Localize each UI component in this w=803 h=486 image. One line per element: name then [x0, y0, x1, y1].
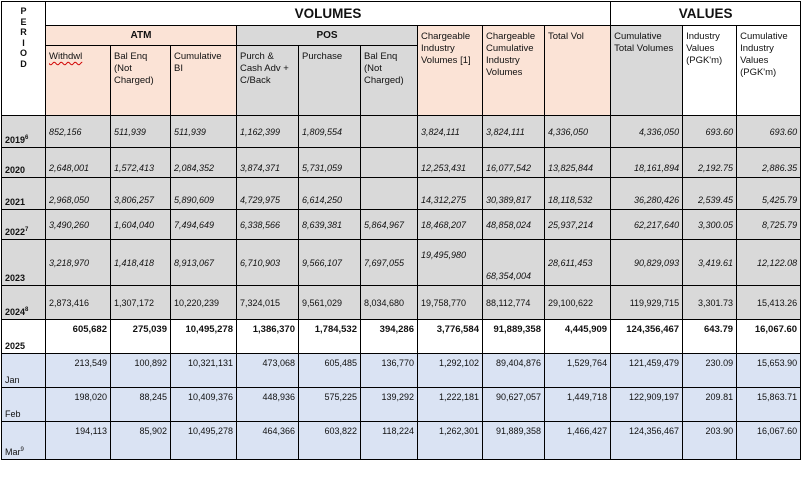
cell-industry-values: 3,300.05	[683, 210, 737, 240]
cell-atm-bal-enq: 511,939	[111, 116, 171, 148]
cell-cumulative-industry-values: 16,067.60	[737, 422, 801, 460]
period-letter: R	[20, 27, 27, 37]
table-row	[2, 422, 801, 460]
cell-withdwl: 213,549	[46, 354, 111, 388]
period-footnote: 7	[25, 227, 29, 233]
period-letter: D	[20, 58, 27, 69]
cell-industry-values: 209.81	[683, 388, 737, 422]
cell-purchase: 8,639,381	[299, 210, 361, 240]
cell-total-vol: 4,445,909	[545, 320, 611, 354]
table-row	[2, 286, 801, 320]
cell-cumulative-total-volumes: 124,356,467	[611, 320, 683, 354]
col-chargeable-cumulative-industry-volumes: Chargeable Cumulative Industry Volumes	[483, 26, 545, 116]
col-cumulative-industry-values: Cumulative Industry Values (PGK'm)	[737, 26, 801, 116]
col-purchase: Purchase	[299, 46, 361, 116]
col-industry-values: Industry Values (PGK'm)	[683, 26, 737, 116]
period-cell	[2, 286, 46, 320]
cell-withdwl: 198,020	[46, 388, 111, 422]
cell-total-vol: 18,118,532	[545, 178, 611, 210]
cell-industry-values: 3,301.73	[683, 286, 737, 320]
cell-cumulative-bi: 511,939	[171, 116, 237, 148]
cell-withdwl: 2,873,416	[46, 286, 111, 320]
cell-chargeable-cumulative-industry-volumes: 88,112,774	[483, 286, 545, 320]
cell-purchase: 9,561,029	[299, 286, 361, 320]
cell-purch-cash-adv: 7,324,015	[237, 286, 299, 320]
cell-total-vol: 25,937,214	[545, 210, 611, 240]
payments-volumes-values-table	[1, 1, 801, 460]
cell-pos-bal-enq	[361, 116, 418, 148]
cell-atm-bal-enq: 1,307,172	[111, 286, 171, 320]
cell-purch-cash-adv: 6,710,903	[237, 240, 299, 286]
cell-cumulative-bi: 8,913,067	[171, 240, 237, 286]
cell-cumulative-industry-values: 5,425.79	[737, 178, 801, 210]
cell-chargeable-industry-volumes: 3,824,111	[418, 116, 483, 148]
period-cell	[2, 240, 46, 286]
cell-cumulative-industry-values: 2,886.35	[737, 148, 801, 178]
cell-purch-cash-adv: 1,162,399	[237, 116, 299, 148]
cell-cumulative-total-volumes: 124,356,467	[611, 422, 683, 460]
cell-cumulative-total-volumes: 122,909,197	[611, 388, 683, 422]
cell-withdwl: 605,682	[46, 320, 111, 354]
cell-atm-bal-enq: 100,892	[111, 354, 171, 388]
cell-purch-cash-adv: 473,068	[237, 354, 299, 388]
cell-chargeable-cumulative-industry-volumes: 68,354,004	[483, 240, 545, 286]
period-cell	[2, 116, 46, 148]
cell-withdwl: 194,113	[46, 422, 111, 460]
cell-pos-bal-enq: 5,864,967	[361, 210, 418, 240]
cell-cumulative-bi: 5,890,609	[171, 178, 237, 210]
table-row	[2, 178, 801, 210]
period-letter: O	[19, 48, 27, 58]
cell-cumulative-industry-values: 693.60	[737, 116, 801, 148]
cell-purch-cash-adv: 1,386,370	[237, 320, 299, 354]
cell-chargeable-cumulative-industry-volumes: 16,077,542	[483, 148, 545, 178]
period-cell	[2, 178, 46, 210]
col-cumulative-total-volumes: Cumulative Total Volumes	[611, 26, 683, 116]
period-cell	[2, 388, 46, 422]
cell-pos-bal-enq	[361, 148, 418, 178]
cell-purchase: 605,485	[299, 354, 361, 388]
cell-chargeable-industry-volumes: 12,253,431	[418, 148, 483, 178]
cell-chargeable-cumulative-industry-volumes: 89,404,876	[483, 354, 545, 388]
period-cell	[2, 210, 46, 240]
cell-purch-cash-adv: 464,366	[237, 422, 299, 460]
cell-cumulative-industry-values: 12,122.08	[737, 240, 801, 286]
cell-atm-bal-enq: 275,039	[111, 320, 171, 354]
cell-chargeable-industry-volumes: 1,262,301	[418, 422, 483, 460]
cell-pos-bal-enq	[361, 178, 418, 210]
cell-total-vol: 4,336,050	[545, 116, 611, 148]
cell-cumulative-total-volumes: 119,929,715	[611, 286, 683, 320]
cell-atm-bal-enq: 85,902	[111, 422, 171, 460]
table-row	[2, 148, 801, 178]
cell-purchase: 575,225	[299, 388, 361, 422]
cell-purchase: 5,731,059	[299, 148, 361, 178]
period-letter: P	[20, 6, 27, 16]
period-label: Jan	[5, 375, 20, 385]
atm-header: ATM	[46, 26, 237, 46]
cell-total-vol: 29,100,622	[545, 286, 611, 320]
cell-purchase: 1,809,554	[299, 116, 361, 148]
cell-purchase: 1,784,532	[299, 320, 361, 354]
period-label: 2020	[5, 165, 26, 175]
cell-pos-bal-enq: 8,034,680	[361, 286, 418, 320]
cell-cumulative-bi: 7,494,649	[171, 210, 237, 240]
table-row	[2, 388, 801, 422]
cell-total-vol: 1,529,764	[545, 354, 611, 388]
cell-cumulative-total-volumes: 62,217,640	[611, 210, 683, 240]
volumes-header: VOLUMES	[46, 2, 611, 26]
cell-purchase: 6,614,250	[299, 178, 361, 210]
cell-chargeable-cumulative-industry-volumes: 48,858,024	[483, 210, 545, 240]
cell-chargeable-industry-volumes: 18,468,207	[418, 210, 483, 240]
cell-cumulative-bi: 10,220,239	[171, 286, 237, 320]
cell-cumulative-bi: 10,495,278	[171, 320, 237, 354]
cell-chargeable-cumulative-industry-volumes: 91,889,358	[483, 422, 545, 460]
cell-purch-cash-adv: 6,338,566	[237, 210, 299, 240]
period-label: 2019	[5, 135, 26, 145]
col-cumulative-bi: Cumulative BI	[171, 46, 237, 116]
period-letter: I	[22, 37, 25, 48]
period-label: Mar	[5, 447, 21, 457]
cell-pos-bal-enq: 136,770	[361, 354, 418, 388]
cell-chargeable-industry-volumes: 3,776,584	[418, 320, 483, 354]
cell-cumulative-bi: 10,321,131	[171, 354, 237, 388]
cell-chargeable-industry-volumes: 14,312,275	[418, 178, 483, 210]
cell-industry-values: 2,192.75	[683, 148, 737, 178]
cell-industry-values: 2,539.45	[683, 178, 737, 210]
cell-chargeable-industry-volumes: 1,292,102	[418, 354, 483, 388]
cell-withdwl: 3,490,260	[46, 210, 111, 240]
period-cell	[2, 422, 46, 460]
period-header	[2, 2, 46, 116]
cell-withdwl: 852,156	[46, 116, 111, 148]
cell-cumulative-total-volumes: 90,829,093	[611, 240, 683, 286]
cell-total-vol: 13,825,844	[545, 148, 611, 178]
table-row	[2, 320, 801, 354]
cell-pos-bal-enq: 139,292	[361, 388, 418, 422]
cell-purchase: 9,566,107	[299, 240, 361, 286]
period-letter: E	[20, 16, 27, 27]
cell-cumulative-total-volumes: 121,459,479	[611, 354, 683, 388]
col-chargeable-industry-volumes: Chargeable Industry Volumes [1]	[418, 26, 483, 116]
cell-purch-cash-adv: 3,874,371	[237, 148, 299, 178]
cell-cumulative-bi: 10,495,278	[171, 422, 237, 460]
col-purch-cash-adv: Purch & Cash Adv + C/Back	[237, 46, 299, 116]
period-cell	[2, 320, 46, 354]
cell-atm-bal-enq: 1,418,418	[111, 240, 171, 286]
period-cell	[2, 354, 46, 388]
cell-chargeable-cumulative-industry-volumes: 30,389,817	[483, 178, 545, 210]
cell-cumulative-bi: 10,409,376	[171, 388, 237, 422]
cell-cumulative-total-volumes: 4,336,050	[611, 116, 683, 148]
period-label: 2022	[5, 227, 26, 237]
period-footnote: 9	[20, 447, 24, 453]
cell-atm-bal-enq: 1,572,413	[111, 148, 171, 178]
period-label: Feb	[5, 409, 21, 419]
period-label: 2023	[5, 273, 26, 283]
table-row	[2, 354, 801, 388]
table-row	[2, 210, 801, 240]
cell-cumulative-industry-values: 15,863.71	[737, 388, 801, 422]
period-label: 2021	[5, 197, 26, 207]
cell-industry-values: 693.60	[683, 116, 737, 148]
cell-cumulative-total-volumes: 36,280,426	[611, 178, 683, 210]
period-cell	[2, 148, 46, 178]
period-footnote: 8	[25, 307, 29, 313]
cell-industry-values: 3,419.61	[683, 240, 737, 286]
cell-total-vol: 1,449,718	[545, 388, 611, 422]
pos-header: POS	[237, 26, 418, 46]
period-header-letters	[2, 6, 45, 69]
cell-cumulative-bi: 2,084,352	[171, 148, 237, 178]
period-footnote: 6	[25, 135, 29, 141]
cell-chargeable-industry-volumes: 1,222,181	[418, 388, 483, 422]
cell-chargeable-industry-volumes: 19,495,980	[418, 240, 483, 286]
cell-chargeable-industry-volumes: 19,758,770	[418, 286, 483, 320]
cell-industry-values: 203.90	[683, 422, 737, 460]
cell-pos-bal-enq: 394,286	[361, 320, 418, 354]
cell-industry-values: 230.09	[683, 354, 737, 388]
col-pos-bal-enq: Bal Enq (Not Charged)	[361, 46, 418, 116]
col-withdwl-label: Withdwl	[49, 51, 83, 62]
table-row	[2, 240, 801, 286]
cell-purch-cash-adv: 4,729,975	[237, 178, 299, 210]
cell-withdwl: 2,968,050	[46, 178, 111, 210]
cell-chargeable-cumulative-industry-volumes: 91,889,358	[483, 320, 545, 354]
cell-purchase: 603,822	[299, 422, 361, 460]
table-row	[2, 116, 801, 148]
cell-atm-bal-enq: 88,245	[111, 388, 171, 422]
cell-pos-bal-enq: 118,224	[361, 422, 418, 460]
cell-cumulative-total-volumes: 18,161,894	[611, 148, 683, 178]
cell-total-vol: 1,466,427	[545, 422, 611, 460]
period-label: 2024	[5, 307, 26, 317]
cell-cumulative-industry-values: 15,413.26	[737, 286, 801, 320]
col-withdwl	[46, 46, 111, 116]
col-atm-bal-enq: Bal Enq (Not Charged)	[111, 46, 171, 116]
cell-industry-values: 643.79	[683, 320, 737, 354]
cell-chargeable-cumulative-industry-volumes: 3,824,111	[483, 116, 545, 148]
cell-cumulative-industry-values: 16,067.60	[737, 320, 801, 354]
table-body	[2, 116, 801, 460]
cell-purch-cash-adv: 448,936	[237, 388, 299, 422]
values-header: VALUES	[611, 2, 801, 26]
cell-total-vol: 28,611,453	[545, 240, 611, 286]
col-total-vol: Total Vol	[545, 26, 611, 116]
cell-cumulative-industry-values: 15,653.90	[737, 354, 801, 388]
cell-withdwl: 2,648,001	[46, 148, 111, 178]
cell-atm-bal-enq: 3,806,257	[111, 178, 171, 210]
cell-atm-bal-enq: 1,604,040	[111, 210, 171, 240]
cell-withdwl: 3,218,970	[46, 240, 111, 286]
cell-chargeable-cumulative-industry-volumes: 90,627,057	[483, 388, 545, 422]
cell-pos-bal-enq: 7,697,055	[361, 240, 418, 286]
cell-cumulative-industry-values: 8,725.79	[737, 210, 801, 240]
period-label: 2025	[5, 341, 26, 351]
